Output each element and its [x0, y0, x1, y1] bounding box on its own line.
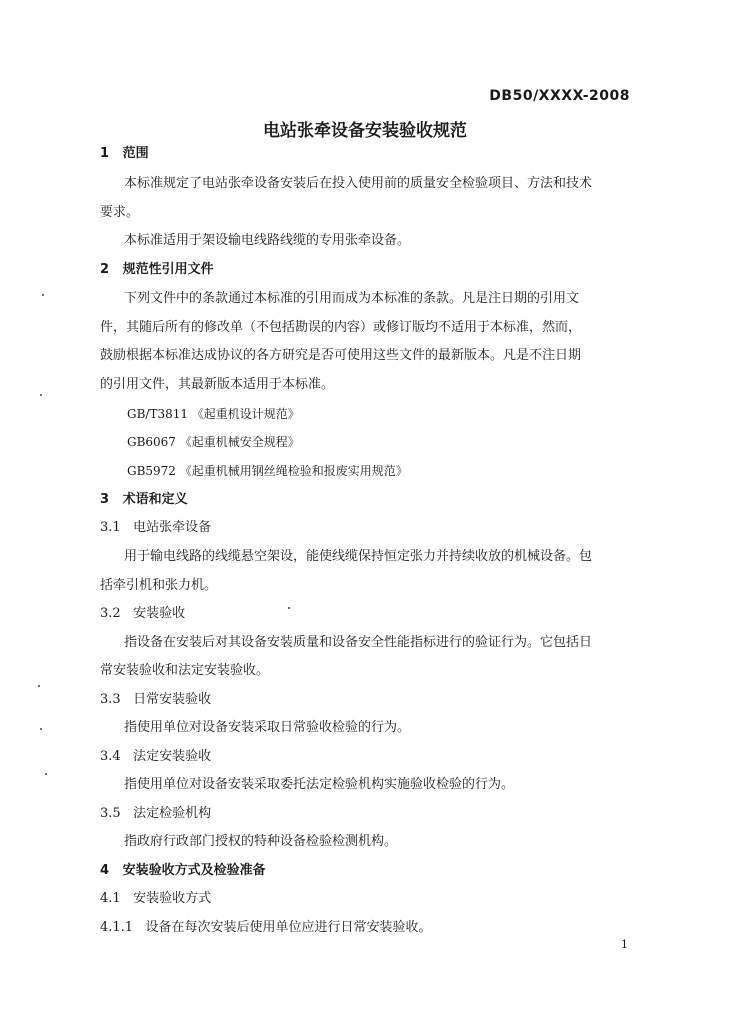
- paragraph-line: 本标准适用于架设输电线路线缆的专用张牵设备。: [124, 233, 411, 248]
- paragraph-line: 括牵引机和张力机。: [100, 578, 218, 593]
- paragraph-line: 要求。: [100, 205, 140, 220]
- term-number: 3.3: [100, 692, 121, 707]
- section-title: 术语和定义: [122, 492, 188, 507]
- paragraph-line: 鼓励根据本标准达成协议的各方研究是否可使用这些文件的最新版本。凡是不注日期: [100, 348, 582, 363]
- document-title: 电站张牵设备安装验收规范: [263, 121, 467, 141]
- term-3-5-heading: [100, 806, 211, 822]
- subsection-text: 设备在每次安装后使用单位应进行日常安装验收。: [145, 920, 432, 935]
- section-number: 2: [100, 262, 110, 277]
- term-title: 电站张牵设备: [133, 520, 212, 535]
- document-code: DB50/XXXX-2008: [489, 88, 630, 104]
- term-3-1-heading: [100, 520, 211, 536]
- term-number: 3.4: [100, 749, 121, 764]
- reference-item: GB5972 《起重机械用钢丝绳检验和报废实用规范》: [127, 464, 408, 478]
- paragraph-line: 的引用文件，其最新版本适用于本标准。: [100, 377, 335, 392]
- term-title: 法定检验机构: [133, 806, 212, 821]
- paragraph-line: 指设备在安装后对其设备安装质量和设备安全性能指标进行的验证行为。它包括日: [124, 635, 593, 650]
- section-2-heading: [100, 262, 214, 278]
- paragraph-line: 下列文件中的条款通过本标准的引用而成为本标准的条款。凡是注日期的引用文: [124, 291, 580, 306]
- term-title: 日常安装验收: [133, 692, 212, 707]
- paragraph-line: 用于输电线路的线缆悬空架设，能使线缆保持恒定张力并持续收放的机械设备。包: [124, 549, 593, 564]
- paragraph-line: 常安装验收和法定安装验收。: [100, 663, 270, 678]
- term-number: 3.5: [100, 806, 121, 821]
- subsection-4-1-heading: [100, 891, 211, 907]
- subsection-number: 4.1.1: [100, 920, 134, 935]
- term-title: 法定安装验收: [133, 749, 212, 764]
- page-number: 1: [621, 938, 628, 951]
- reference-item: GB6067 《起重机械安全规程》: [127, 435, 300, 449]
- scan-speck: [40, 394, 42, 396]
- term-number: 3.2: [100, 606, 121, 621]
- section-title: 安装验收方式及检验准备: [122, 863, 266, 878]
- term-title: 安装验收: [133, 606, 186, 621]
- scan-speck: [45, 773, 47, 775]
- paragraph-line: 指使用单位对设备安装采取日常验收检验的行为。: [124, 720, 411, 735]
- term-3-4-heading: [100, 749, 211, 765]
- section-1-heading: [100, 146, 149, 162]
- subsection-number: 4.1: [100, 891, 121, 906]
- term-3-3-heading: [100, 692, 211, 708]
- subsection-4-1-1: [100, 920, 432, 936]
- paragraph-line: 本标准规定了电站张牵设备安装后在投入使用前的质量安全检验项目、方法和技术: [124, 176, 593, 191]
- term-number: 3.1: [100, 520, 121, 535]
- section-title: 规范性引用文件: [122, 262, 214, 277]
- subsection-title: 安装验收方式: [133, 891, 212, 906]
- section-title: 范围: [122, 146, 149, 161]
- term-3-2-heading: [100, 606, 185, 622]
- section-number: 4: [100, 863, 110, 878]
- scan-speck: [42, 294, 44, 296]
- section-4-heading: [100, 863, 266, 879]
- section-3-heading: [100, 492, 188, 508]
- scan-speck: [288, 607, 290, 609]
- section-number: 3: [100, 492, 110, 507]
- scan-speck: [40, 728, 42, 730]
- paragraph-line: 件，其随后所有的修改单（不包括勘误的内容）或修订版均不适用于本标准，然而，: [100, 320, 582, 335]
- paragraph-line: 指政府行政部门授权的特种设备检验检测机构。: [124, 834, 398, 849]
- reference-item: GB/T3811 《起重机设计规范》: [127, 407, 300, 421]
- paragraph-line: 指使用单位对设备安装采取委托法定检验机构实施验收检验的行为。: [124, 777, 515, 792]
- section-number: 1: [100, 146, 110, 161]
- scan-speck: [38, 685, 40, 687]
